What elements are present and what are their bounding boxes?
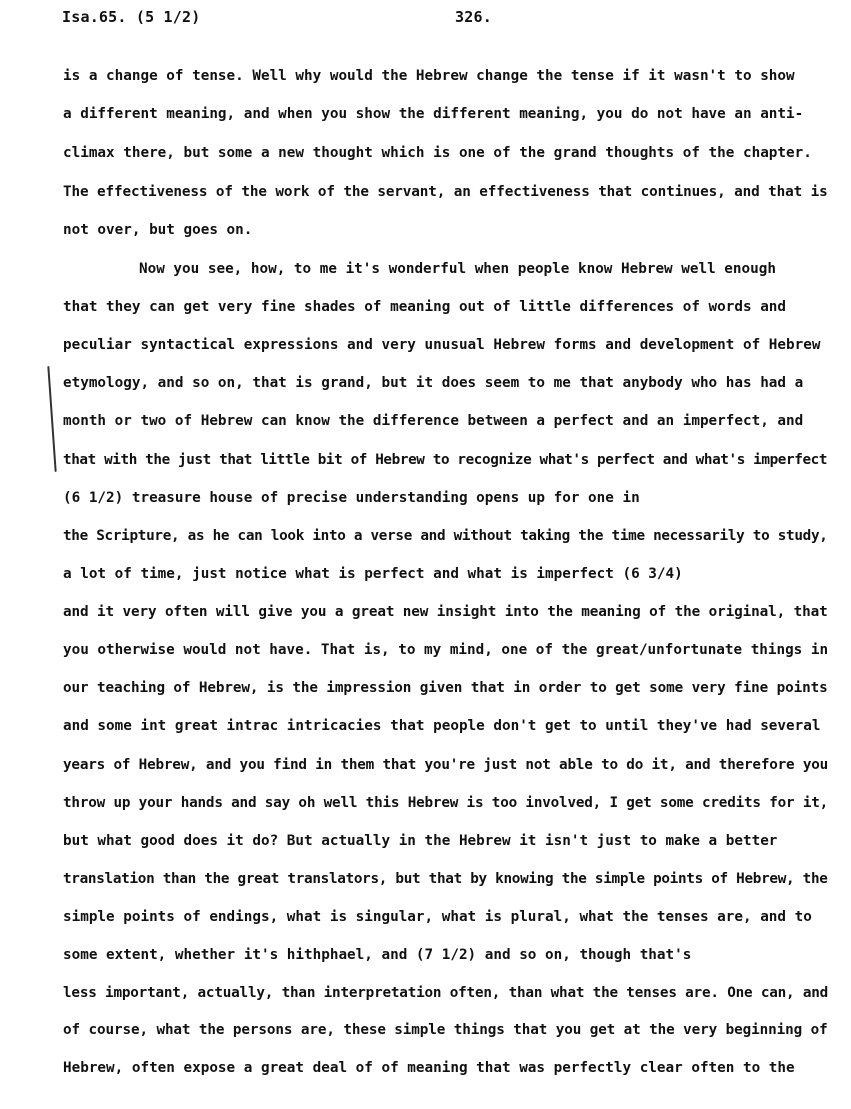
text-line: and some int great intrac intricacies that people don't get to until they've had several [63, 718, 821, 734]
text-line: Hebrew, often expose a great deal of of meaning that was perfectly clear often to the [63, 1060, 795, 1076]
text-line: of course, what the persons are, these simple things that you get at the very beginning of [63, 1022, 828, 1038]
text-line: simple points of endings, what is singular, what is plural, what the tenses are, and to [63, 909, 812, 925]
text-line: a different meaning, and when you show the different meaning, you do not have an anti- [63, 106, 804, 122]
text-line: years of Hebrew, and you find in them that you're just not able to do it, and therefore you [63, 757, 829, 773]
text-line: you otherwise would not have. That is, to my mind, one of the great/unfortunate things in [63, 642, 829, 658]
text-line: peculiar syntactical expressions and very unusual Hebrew forms and development of Hebrew [63, 337, 821, 353]
text-line: (6 1/2) treasure house of precise understanding opens up for one in [63, 490, 640, 506]
text-line: our teaching of Hebrew, is the impression given that in order to get some very fine points [63, 680, 828, 696]
text-line: less important, actually, than interpretation often, than what the tenses are. One can, and [63, 985, 829, 1001]
text-line: that they can get very fine shades of meaning out of little differences of words and [63, 299, 787, 315]
text-line: some extent, whether it's hithphael, and (7 1/2) and so on, though that's [63, 947, 692, 963]
page-reference: Isa.65. (5 1/2) [62, 8, 201, 26]
paragraph-first-line: Now you see, how, to me it's wonderful when people know Hebrew well enough [139, 261, 776, 277]
text-line: throw up your hands and say oh well this Hebrew is too involved, I get some credits for it, [63, 795, 829, 811]
text-line: month or two of Hebrew can know the difference between a perfect and an imperfect, and [63, 413, 804, 429]
text-line: a lot of time, just notice what is perfect and what is imperfect (6 3/4) [63, 566, 683, 582]
text-line: not over, but goes on. [63, 222, 253, 238]
text-line: climax there, but some a new thought which is one of the grand thoughts of the chapter. [63, 145, 812, 161]
text-line: that with the just that little bit of Hebrew to recognize what's perfect and what's imperfect [63, 452, 828, 468]
margin-pen-mark [47, 366, 56, 472]
text-line: translation than the great translators, but that by knowing the simple points of Hebrew, the [63, 871, 828, 887]
text-line: the Scripture, as he can look into a verse and without taking the time necessarily to study, [63, 528, 828, 544]
text-line: The effectiveness of the work of the servant, an effectiveness that continues, and that is [63, 184, 828, 200]
text-line: but what good does it do? But actually in the Hebrew it isn't just to make a better [63, 833, 778, 849]
page-number: 326. [455, 8, 492, 26]
text-line: etymology, and so on, that is grand, but it does seem to me that anybody who has had a [63, 375, 804, 391]
text-line: and it very often will give you a great new insight into the meaning of the original, that [63, 604, 828, 620]
text-line: is a change of tense. Well why would the Hebrew change the tense if it wasn't to show [63, 68, 795, 84]
